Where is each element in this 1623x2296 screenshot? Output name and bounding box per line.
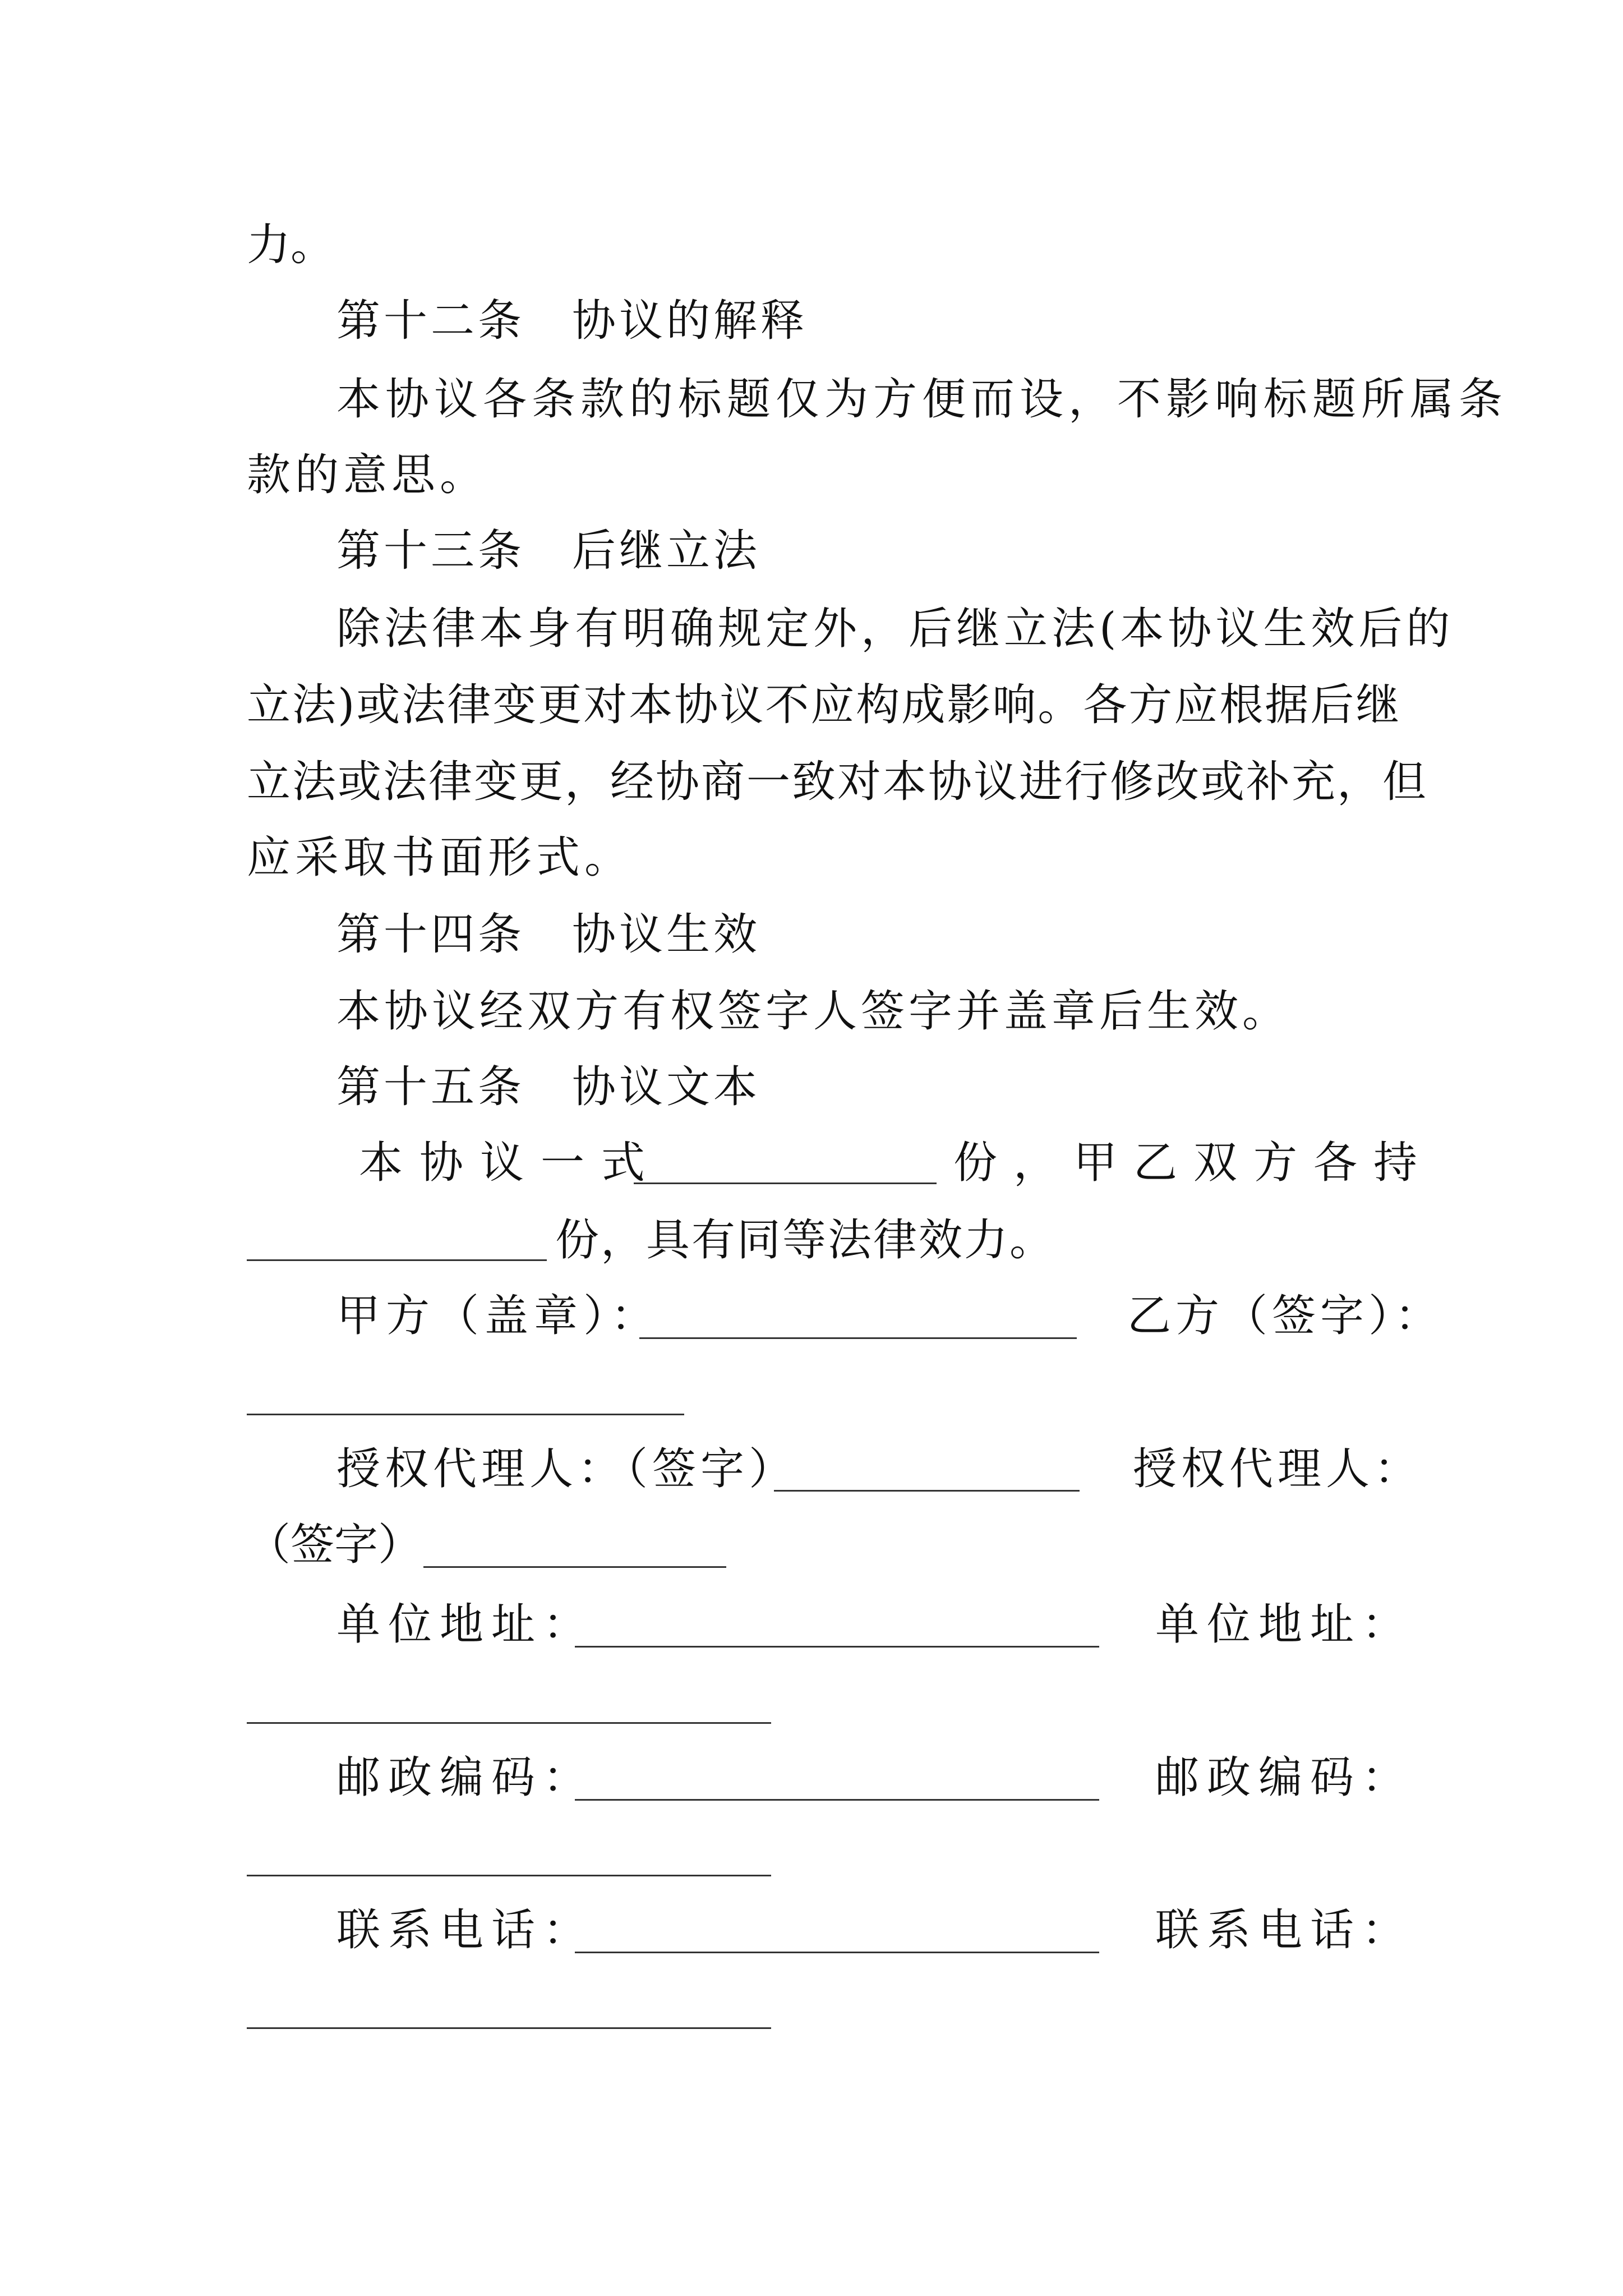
article-13-body-line3: 立法或法律变更，经协商一致对本协议进行修改或补充，但 [247, 757, 1428, 807]
copies-middle: 份，甲乙双方各持 [953, 1138, 1434, 1188]
party-a-seal-label: 甲方（盖章）： [336, 1291, 661, 1341]
article-13-body-line1: 除法律本身有明确规定外，后继立法(本协议生效后的 [336, 604, 1454, 654]
agent-a-sign-blank[interactable] [774, 1490, 1080, 1492]
party-a-seal-blank[interactable] [639, 1337, 1077, 1339]
article-14-heading: 第十四条 协议生效 [336, 909, 761, 960]
agent-b-sign-blank[interactable] [423, 1566, 726, 1568]
article-13-body-line2: 立法)或法律变更对本协议不应构成影响。各方应根据后继 [247, 680, 1401, 730]
agent-sign-label: 授权代理人：（签字） [336, 1444, 797, 1494]
copies-each-blank[interactable] [247, 1259, 547, 1261]
address-b-label: 单位地址： [1155, 1599, 1414, 1650]
carry-over-text: 力。 [247, 220, 335, 270]
postcode-b-blank[interactable] [247, 1875, 771, 1876]
phone-a-blank[interactable] [575, 1952, 1099, 1953]
address-a-blank[interactable] [575, 1646, 1099, 1648]
article-15-heading: 第十五条 协议文本 [336, 1062, 761, 1112]
postcode-b-label: 邮政编码： [1155, 1752, 1414, 1803]
address-b-blank[interactable] [247, 1722, 771, 1724]
postcode-a-blank[interactable] [575, 1799, 1099, 1801]
copies-suffix: 份，具有同等法律效力。 [555, 1215, 1055, 1266]
copies-prefix: 本协议一式 [359, 1138, 662, 1188]
agent-b-sign-paren: （签字） [247, 1520, 422, 1570]
article-13-heading: 第十三条 后继立法 [336, 526, 761, 576]
article-12-body-line2: 款的意思。 [247, 450, 488, 500]
phone-b-label: 联系电话： [1155, 1905, 1414, 1955]
postcode-a-label: 邮政编码： [336, 1752, 595, 1803]
phone-b-blank[interactable] [247, 2027, 771, 2029]
party-b-sign-label: 乙方（签字）： [1127, 1291, 1444, 1341]
article-12-body-line1: 本协议各条款的标题仅为方便而设，不影响标题所属条 [336, 374, 1508, 425]
article-14-body: 本协议经双方有权签字人签字并盖章后生效。 [336, 986, 1290, 1037]
copies-total-blank[interactable] [634, 1182, 937, 1184]
address-a-label: 单位地址： [336, 1599, 595, 1650]
party-b-sign-blank[interactable] [247, 1414, 684, 1415]
article-12-heading: 第十二条 协议的解释 [336, 296, 808, 346]
phone-a-label: 联系电话： [336, 1905, 595, 1955]
article-13-body-line4: 应采取书面形式。 [247, 832, 633, 883]
agent-label-b: 授权代理人： [1133, 1444, 1423, 1494]
